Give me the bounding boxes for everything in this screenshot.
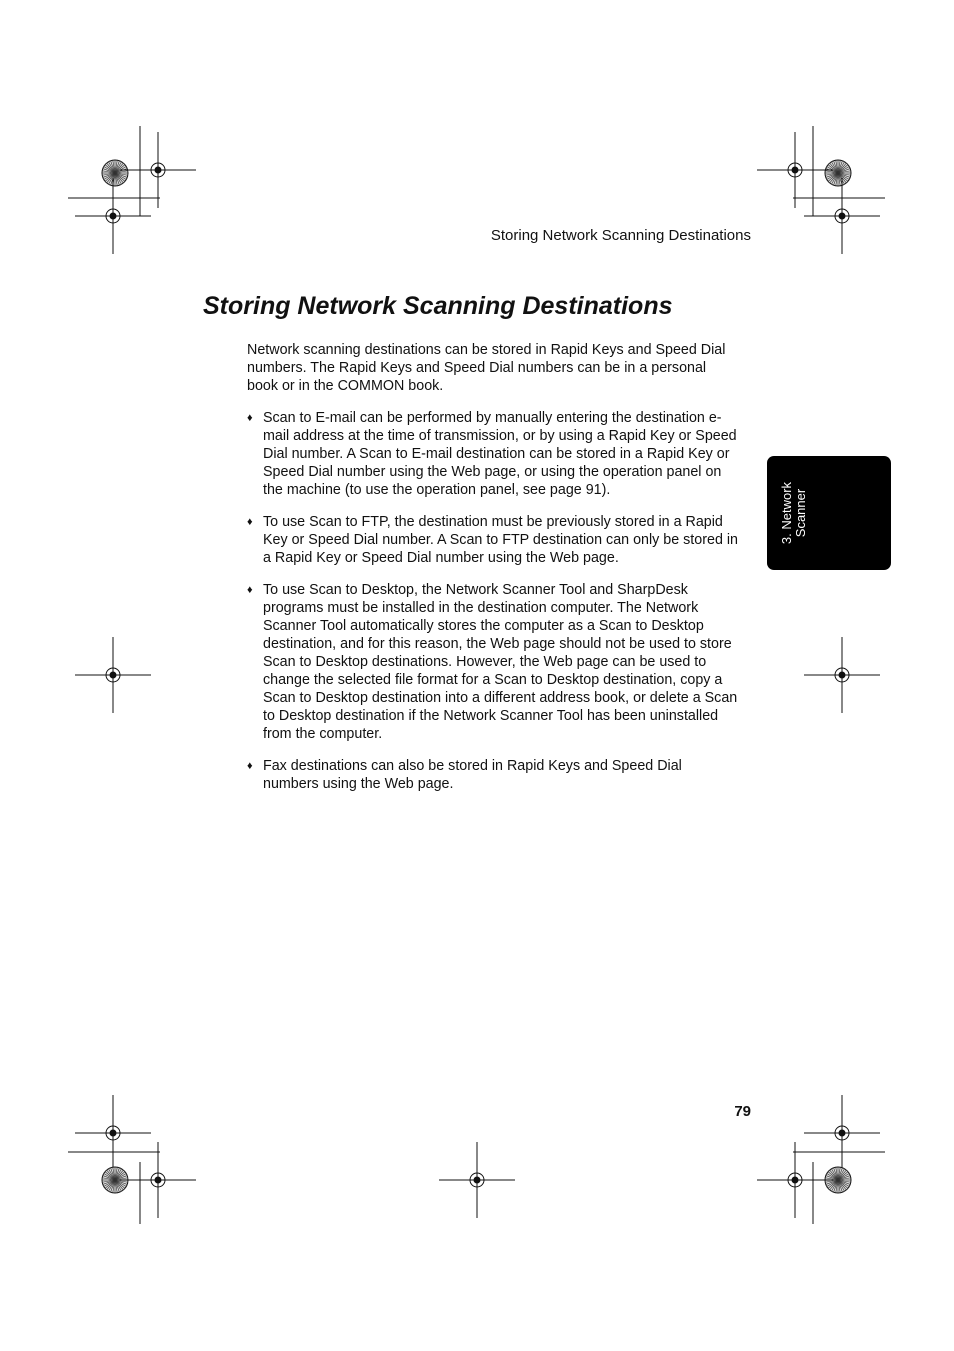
- bullet-item-email: [247, 409, 741, 499]
- bullet-item-desktop: [247, 581, 741, 743]
- registration-mark-dot: [155, 167, 161, 173]
- registration-mark-dot: [110, 1130, 116, 1136]
- registration-mark-dot: [155, 1177, 161, 1183]
- diamond-bullet-icon: ♦: [247, 516, 253, 528]
- registration-mark-dot: [839, 1130, 845, 1136]
- chapter-tab: [767, 456, 891, 570]
- chapter-tab-label: [780, 468, 808, 558]
- registration-mark-dot: [792, 167, 798, 173]
- bullet-item-fax: [247, 757, 741, 793]
- registration-mark-dot: [792, 1177, 798, 1183]
- intro-paragraph: Network scanning destinations can be stored in Rapid Keys and Speed Dial numbers. The Rapid Keys and Speed Dial numbers can be in a personal book or in the COMMON book.: [247, 342, 726, 394]
- bullet-text: Fax destinations can also be stored in Rapid Keys and Speed Dial numbers using the Web page.: [263, 758, 682, 792]
- registration-mark-dot: [110, 672, 116, 678]
- registration-mark-dot: [474, 1177, 480, 1183]
- diamond-bullet-icon: ♦: [247, 760, 253, 772]
- registration-mark-dot: [839, 672, 845, 678]
- bullet-text: Scan to E-mail can be performed by manually entering the destination e-mail address at the time of transmission, or by using a Rapid Key or Speed Dial number. A Scan to E-mail destination can be stored in a Rapid Key or Speed Dial number using the Web page, or using the operation panel on the machine (to use the operation panel, see page 91).: [263, 410, 737, 498]
- diamond-bullet-icon: ♦: [247, 412, 253, 424]
- bullet-list: [247, 409, 741, 793]
- bullet-text: To use Scan to FTP, the destination must be previously stored in a Rapid Key or Speed Dial number. A Scan to FTP destination can only be stored in a Rapid Key or Speed Dial number using the Web page.: [263, 514, 738, 566]
- registration-mark-dot: [110, 213, 116, 219]
- diamond-bullet-icon: ♦: [247, 584, 253, 596]
- page-number: 79: [734, 1103, 751, 1120]
- bullet-item-ftp: [247, 513, 741, 567]
- running-header: Storing Network Scanning Destinations: [490, 227, 751, 244]
- registration-mark-dot: [839, 213, 845, 219]
- chapter-tab-line-1: 3. Network: [779, 481, 794, 545]
- page-content: [247, 341, 741, 807]
- chapter-tab-line-2: Scanner: [793, 488, 808, 538]
- page-title: Storing Network Scanning Destinations: [203, 292, 673, 320]
- bullet-text: To use Scan to Desktop, the Network Scanner Tool and SharpDesk programs must be installed in the destination computer. The Network Scanner Tool automatically stores the computer as a Scan to Desktop destination, and for this reason, the Web page should not be used to store Scan to Desktop destinations. However, the Web page can be used to change the selected file format for a Scan to Desktop destination, copy a Scan to Desktop destination into a different address book, or delete a Scan to Desktop destination if the Network Scanner Tool has been uninstalled from the computer.: [263, 582, 738, 742]
